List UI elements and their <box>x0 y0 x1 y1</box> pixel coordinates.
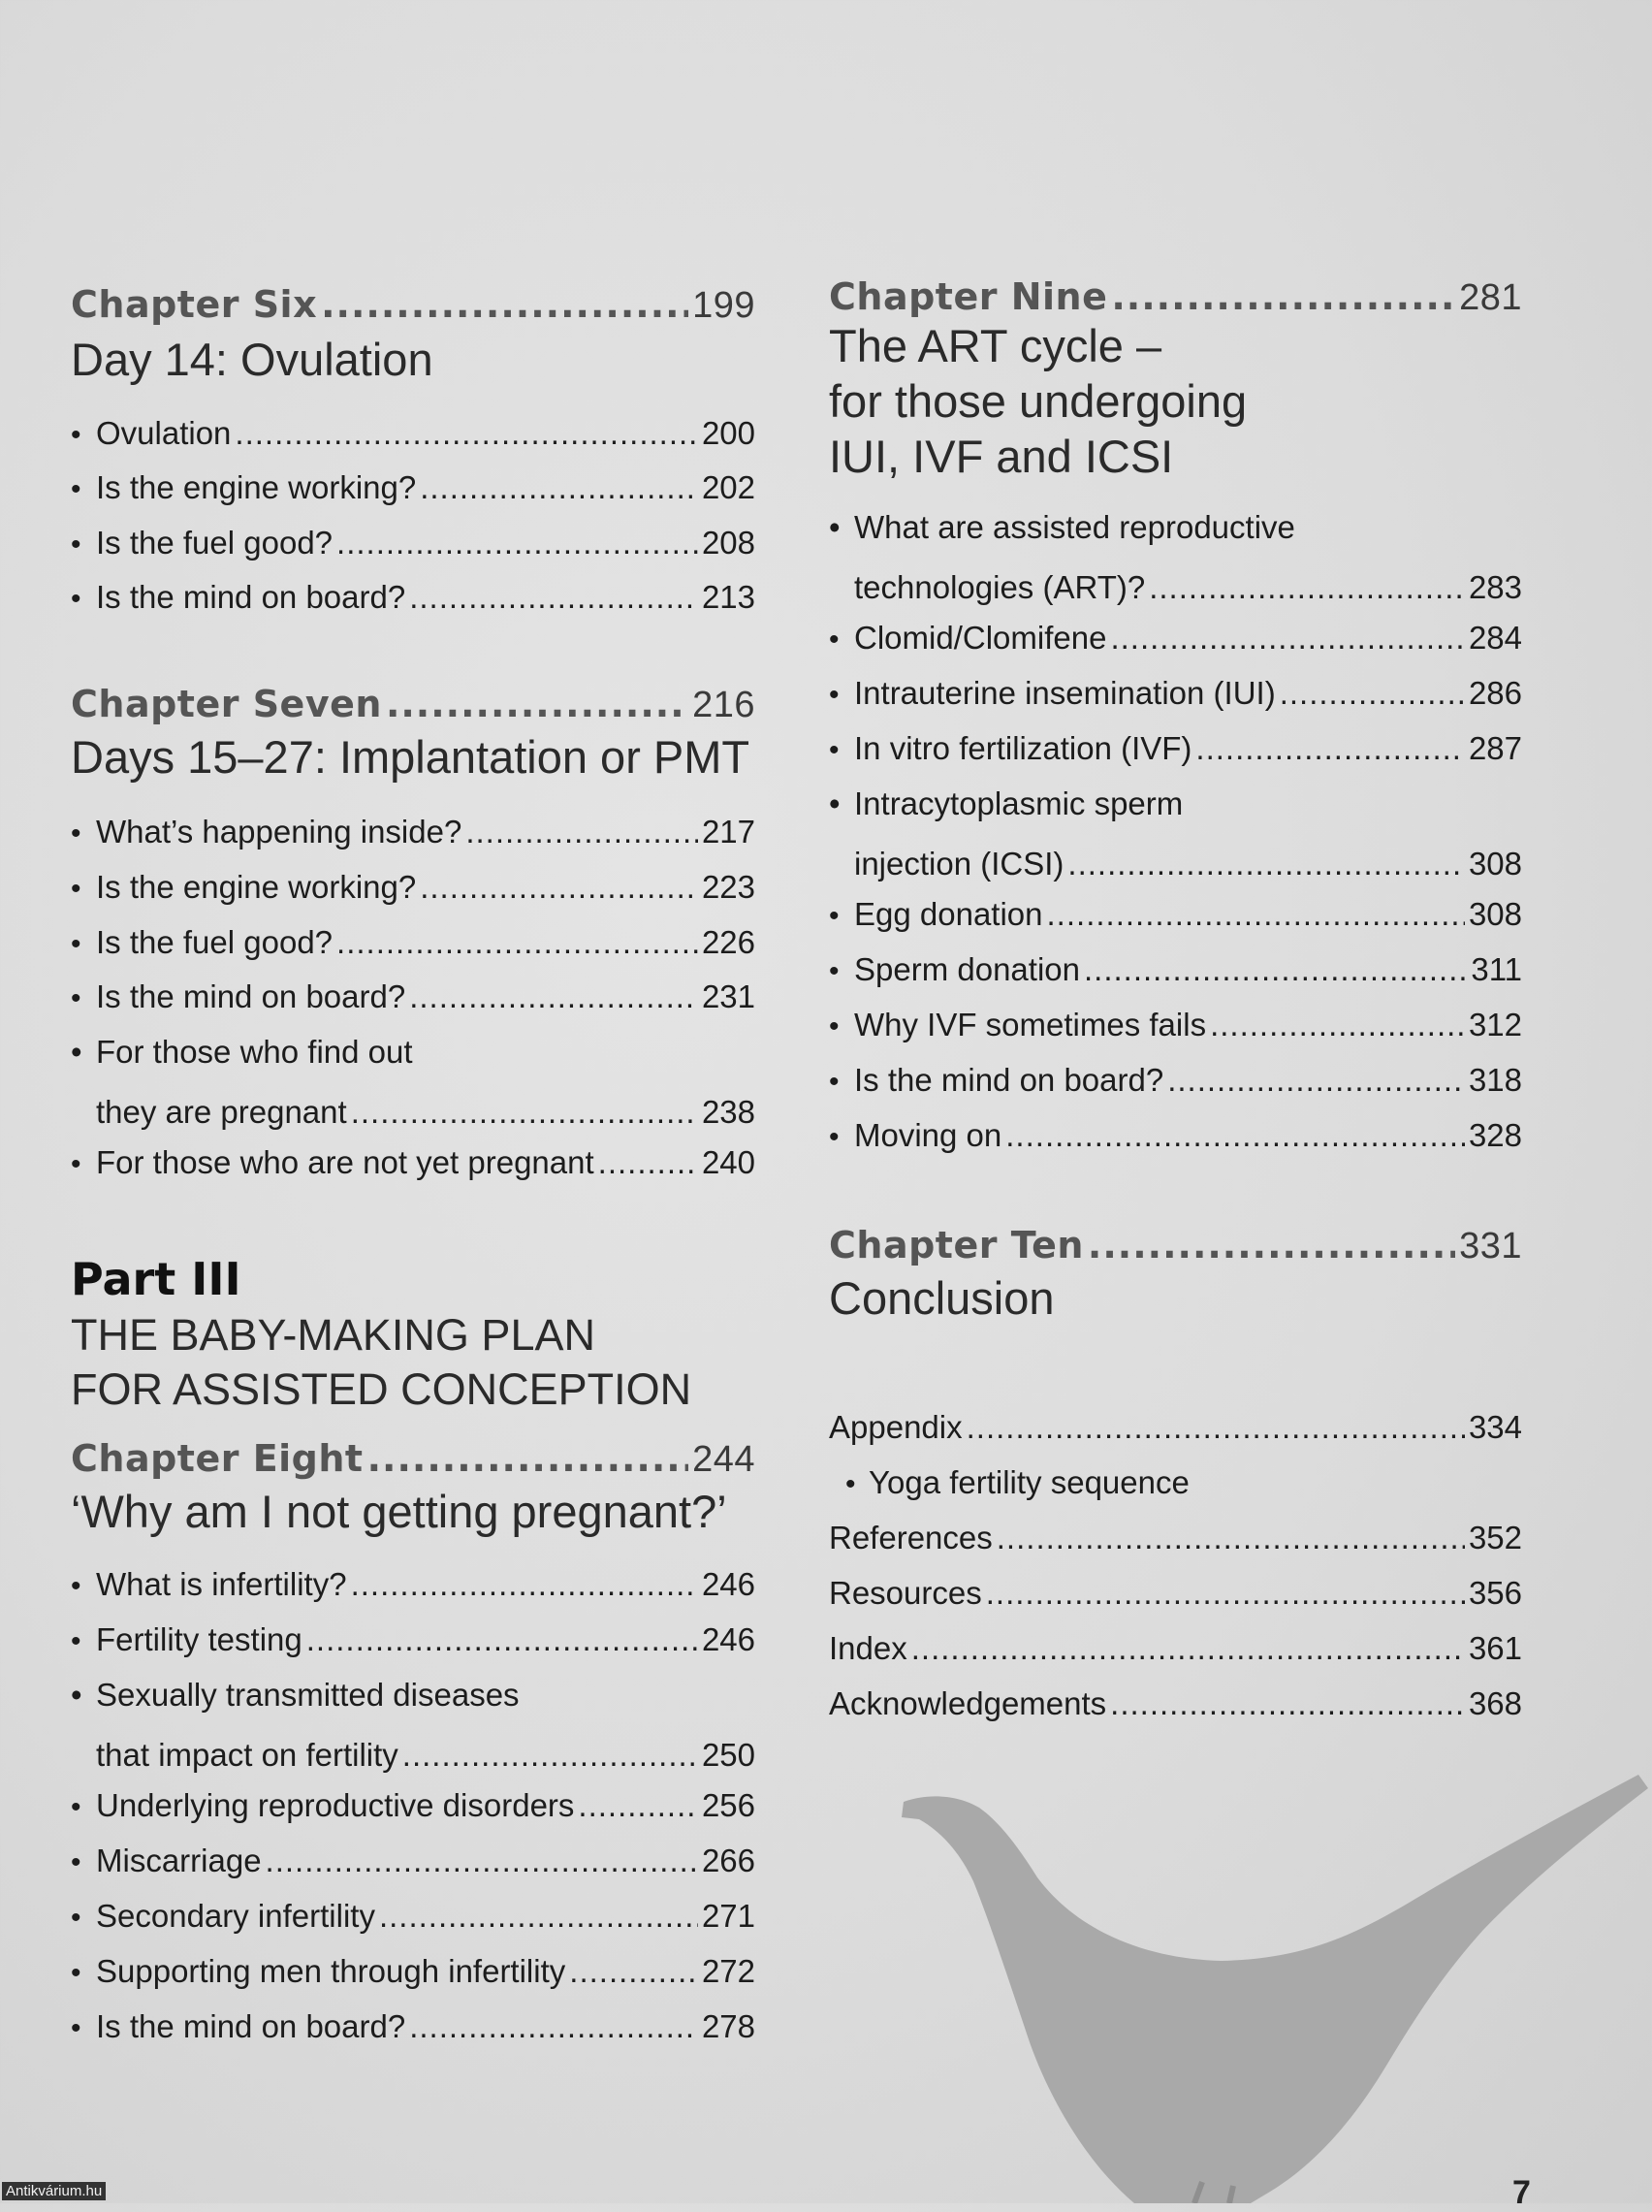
entry-label-line1: Sexually transmitted diseases <box>96 1677 520 1713</box>
entry-page: 287 <box>1468 730 1522 766</box>
entry-page: 312 <box>1468 1007 1522 1042</box>
entry-page: 202 <box>701 469 755 505</box>
toc-entry[interactable] <box>71 1898 755 1935</box>
toc-index[interactable] <box>829 1630 1522 1667</box>
bullet-icon: • <box>71 1625 81 1657</box>
chapter-nine-title-line3: IUI, IVF and ICSI <box>829 431 1174 482</box>
entry-label-line1: Intracytoplasmic sperm <box>854 785 1184 821</box>
leader-dots <box>1088 1224 1455 1266</box>
bullet-icon: • <box>71 583 81 615</box>
chapter-eight-heading[interactable] <box>71 1437 755 1481</box>
entry-label: Is the fuel good? <box>96 924 334 960</box>
entry-label-line1: What are assisted reproductive <box>854 509 1295 545</box>
bullet-icon: • <box>71 529 81 561</box>
bullet-icon: • <box>829 1010 840 1042</box>
toc-entry[interactable] <box>71 1953 755 1990</box>
leader-dots <box>911 1630 1465 1667</box>
entry-label: What’s happening inside? <box>96 814 462 850</box>
leader-dots <box>1210 1007 1465 1043</box>
entry-page: 231 <box>701 978 755 1014</box>
bullet-icon: • <box>829 785 841 821</box>
toc-entry[interactable] <box>71 1144 755 1181</box>
leader-dots <box>997 1520 1465 1556</box>
entry-page: 284 <box>1468 620 1522 656</box>
leader-dots <box>569 1953 698 1990</box>
entry-page: 318 <box>1468 1062 1522 1098</box>
chapter-label: Chapter Six <box>71 283 318 326</box>
leader-dots <box>1084 951 1467 988</box>
chapter-label: Chapter Seven <box>71 683 382 725</box>
toc-entry[interactable] <box>71 1621 755 1658</box>
entry-label: Fertility testing <box>96 1621 302 1657</box>
toc-entry[interactable] <box>829 730 1522 767</box>
leader-dots <box>465 814 698 850</box>
entry-label: Is the engine working? <box>96 469 417 505</box>
bullet-icon: • <box>71 1902 81 1934</box>
toc-yoga-sequence[interactable] <box>829 1464 1522 1501</box>
toc-entry[interactable] <box>71 579 755 616</box>
entry-label: Clomid/Clomifene <box>854 620 1107 656</box>
bullet-icon: • <box>71 419 81 451</box>
bullet-icon: • <box>71 928 81 960</box>
bullet-icon: • <box>71 817 81 850</box>
leader-dots <box>402 1737 698 1774</box>
entry-label: Appendix <box>829 1409 963 1445</box>
toc-appendix[interactable] <box>829 1409 1522 1446</box>
toc-entry[interactable] <box>71 978 755 1015</box>
bullet-icon: • <box>829 734 840 766</box>
bullet-icon: • <box>829 1066 840 1098</box>
bullet-icon: • <box>71 873 81 905</box>
leader-dots <box>409 579 698 616</box>
entry-page: 250 <box>701 1737 755 1773</box>
entry-label: Is the engine working? <box>96 869 417 905</box>
toc-entry[interactable] <box>829 1007 1522 1043</box>
leader-dots <box>409 2008 698 2045</box>
chapter-six-heading[interactable] <box>71 283 755 327</box>
entry-page: 352 <box>1468 1520 1522 1555</box>
entry-page: 246 <box>701 1566 755 1602</box>
entry-label: Is the mind on board? <box>96 579 406 615</box>
bullet-icon: • <box>71 2012 81 2044</box>
entry-label: Underlying reproductive disorders <box>96 1787 575 1823</box>
bullet-icon: • <box>829 624 840 656</box>
leader-dots <box>986 1575 1465 1612</box>
entry-label: Miscarriage <box>96 1843 262 1878</box>
entry-page: 308 <box>1468 896 1522 932</box>
toc-entry[interactable] <box>829 951 1522 988</box>
entry-page: 311 <box>1471 951 1522 987</box>
part-three-label: Part III <box>71 1253 241 1305</box>
entry-label-line2: technologies (ART)? <box>854 569 1146 605</box>
entry-page: 266 <box>701 1843 755 1878</box>
entry-label-line2: injection (ICSI) <box>854 846 1064 882</box>
chapter-ten-title: Conclusion <box>829 1272 1055 1324</box>
leader-dots <box>1047 896 1465 933</box>
entry-page: 213 <box>701 579 755 615</box>
leader-dots <box>1149 569 1465 606</box>
toc-acknowledgements[interactable] <box>829 1685 1522 1722</box>
entry-page: 217 <box>701 814 755 850</box>
toc-entry[interactable] <box>71 814 755 850</box>
bullet-icon: • <box>829 509 841 545</box>
toc-entry[interactable] <box>71 869 755 906</box>
leader-dots <box>578 1787 698 1824</box>
bullet-icon: • <box>71 982 81 1014</box>
toc-entry-multiline[interactable] <box>829 785 1522 882</box>
page-number-ref: 199 <box>692 285 755 326</box>
bullet-icon: • <box>829 900 840 932</box>
entry-label: Ovulation <box>96 415 232 451</box>
entry-label-line2: that impact on fertility <box>96 1737 398 1773</box>
entry-label: Intrauterine insemination (IUI) <box>854 675 1276 711</box>
bullet-icon: • <box>71 1846 81 1878</box>
toc-entry[interactable] <box>829 1117 1522 1154</box>
leader-dots <box>409 978 698 1015</box>
page-number-ref: 281 <box>1459 277 1522 318</box>
entry-page: 308 <box>1468 846 1522 882</box>
leader-dots <box>351 1566 698 1603</box>
chapter-nine-title-line2: for those undergoing <box>829 375 1248 427</box>
entry-page: 238 <box>701 1094 755 1130</box>
bullet-icon: • <box>71 1570 81 1602</box>
entry-label: Is the mind on board? <box>96 978 406 1014</box>
leader-dots <box>1110 1685 1465 1722</box>
entry-page: 271 <box>701 1898 755 1934</box>
page-number: 7 <box>1512 2174 1531 2211</box>
bullet-icon: • <box>71 1791 81 1823</box>
leader-dots <box>1110 620 1465 657</box>
watermark-text: Antikvárium.hu <box>2 2182 106 2200</box>
entry-page: 286 <box>1468 675 1522 711</box>
part-three-title-line1: THE BABY-MAKING PLAN <box>71 1310 595 1360</box>
entry-label: What is infertility? <box>96 1566 347 1602</box>
toc-entry[interactable] <box>71 1787 755 1824</box>
leader-dots <box>1067 846 1465 882</box>
entry-page: 334 <box>1468 1409 1522 1445</box>
bullet-icon: • <box>845 1468 856 1500</box>
entry-label: Secondary infertility <box>96 1898 375 1934</box>
leader-dots <box>1005 1117 1465 1154</box>
chapter-label: Chapter Eight <box>71 1437 364 1480</box>
toc-entry[interactable] <box>71 1843 755 1879</box>
entry-page: 361 <box>1468 1630 1522 1666</box>
toc-entry[interactable] <box>71 525 755 561</box>
leader-dots <box>306 1621 698 1658</box>
entry-label: Is the mind on board? <box>854 1062 1164 1098</box>
entry-page: 226 <box>701 924 755 960</box>
entry-label: Resources <box>829 1575 982 1611</box>
leader-dots <box>967 1409 1465 1446</box>
toc-entry[interactable] <box>829 1062 1522 1099</box>
part-three-title-line2: FOR ASSISTED CONCEPTION <box>71 1364 692 1414</box>
leader-dots <box>1111 275 1455 318</box>
toc-entry[interactable] <box>71 469 755 506</box>
bullet-icon: • <box>71 1034 82 1070</box>
toc-entry[interactable] <box>829 675 1522 712</box>
toc-entry[interactable] <box>71 924 755 961</box>
leader-dots <box>420 869 698 906</box>
toc-entry[interactable] <box>71 2008 755 2045</box>
entry-page: 223 <box>701 869 755 905</box>
entry-label-line1: For those who find out <box>96 1034 413 1070</box>
chapter-nine-heading[interactable] <box>829 275 1522 319</box>
bullet-icon: • <box>71 1957 81 1989</box>
bird-silhouette-icon <box>892 1775 1648 2203</box>
entry-page: 256 <box>701 1787 755 1823</box>
chapter-ten-heading[interactable] <box>829 1224 1522 1267</box>
leader-dots <box>321 283 688 326</box>
leader-dots <box>1167 1062 1465 1099</box>
toc-entry[interactable] <box>829 620 1522 657</box>
chapter-seven-heading[interactable] <box>71 683 755 726</box>
entry-page: 240 <box>701 1144 755 1180</box>
leader-dots <box>336 525 698 561</box>
bullet-icon: • <box>71 473 81 505</box>
leader-dots <box>420 469 698 506</box>
leader-dots <box>235 415 698 452</box>
chapter-six-title: Day 14: Ovulation <box>71 334 433 385</box>
entry-page: 272 <box>701 1953 755 1989</box>
chapter-label: Chapter Ten <box>829 1224 1084 1266</box>
bullet-icon: • <box>829 1121 840 1153</box>
leader-dots <box>598 1144 698 1181</box>
entry-page: 246 <box>701 1621 755 1657</box>
entry-label: For those who are not yet pregnant <box>96 1144 594 1180</box>
bullet-icon: • <box>71 1148 81 1180</box>
chapter-label: Chapter Nine <box>829 275 1108 318</box>
entry-page: 356 <box>1468 1575 1522 1611</box>
page-number-ref: 216 <box>692 685 755 725</box>
toc-resources[interactable] <box>829 1575 1522 1612</box>
page-number-ref: 244 <box>692 1439 755 1480</box>
leader-dots <box>351 1094 698 1131</box>
leader-dots <box>367 1437 689 1480</box>
entry-label: Moving on <box>854 1117 1002 1153</box>
entry-label: In vitro fertilization (IVF) <box>854 730 1192 766</box>
chapter-nine-title-line1: The ART cycle – <box>829 320 1162 371</box>
leader-dots <box>336 924 698 961</box>
chapter-eight-title: ‘Why am I not getting pregnant?’ <box>71 1486 727 1537</box>
entry-page: 328 <box>1468 1117 1522 1153</box>
leader-dots <box>379 1898 698 1935</box>
entry-label: Is the fuel good? <box>96 525 334 561</box>
entry-page: 283 <box>1468 569 1522 605</box>
entry-label: Egg donation <box>854 896 1043 932</box>
entry-page: 208 <box>701 525 755 561</box>
leader-dots <box>386 683 688 725</box>
entry-label-line2: they are pregnant <box>96 1094 347 1130</box>
toc-entry-multiline[interactable] <box>71 1034 755 1131</box>
leader-dots <box>1280 675 1465 712</box>
entry-label: Sperm donation <box>854 951 1080 987</box>
chapter-seven-title: Days 15–27: Implantation or PMT <box>71 731 750 783</box>
toc-entry[interactable] <box>829 896 1522 933</box>
toc-entry-multiline[interactable] <box>71 1677 755 1774</box>
toc-entry[interactable] <box>71 415 755 452</box>
toc-entry-multiline[interactable] <box>829 509 1522 606</box>
toc-references[interactable] <box>829 1520 1522 1556</box>
entry-page: 200 <box>701 415 755 451</box>
entry-label: Supporting men through infertility <box>96 1953 566 1989</box>
page-number-ref: 331 <box>1459 1226 1522 1266</box>
entry-label: Yoga fertility sequence <box>869 1464 1190 1500</box>
entry-page: 368 <box>1468 1685 1522 1721</box>
leader-dots <box>266 1843 698 1879</box>
entry-label: References <box>829 1520 993 1555</box>
leader-dots <box>1195 730 1465 767</box>
bullet-icon: • <box>71 1677 82 1713</box>
entry-page: 278 <box>701 2008 755 2044</box>
entry-label: Why IVF sometimes fails <box>854 1007 1207 1042</box>
toc-entry[interactable] <box>71 1566 755 1603</box>
entry-label: Acknowledgements <box>829 1685 1107 1721</box>
bullet-icon: • <box>829 679 840 711</box>
bullet-icon: • <box>829 955 840 987</box>
entry-label: Is the mind on board? <box>96 2008 406 2044</box>
entry-label: Index <box>829 1630 907 1666</box>
